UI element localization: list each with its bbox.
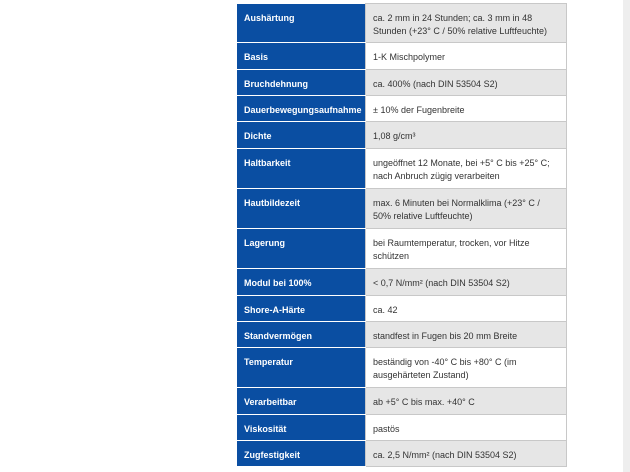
property-value: ± 10% der Fugenbreite bbox=[366, 96, 567, 122]
property-name: Verarbeitbar bbox=[237, 388, 366, 415]
property-name: Zugfestigkeit bbox=[237, 441, 366, 467]
property-value: ca. 2,5 N/mm² (nach DIN 53504 S2) bbox=[366, 441, 567, 467]
property-name: Basis bbox=[237, 43, 366, 70]
property-name: Modul bei 100% bbox=[237, 269, 366, 296]
technical-data-table bbox=[236, 3, 567, 467]
property-name: Aushärtung bbox=[237, 4, 366, 43]
page-scroll-edge bbox=[623, 0, 630, 472]
table-row bbox=[237, 43, 567, 70]
property-value: standfest in Fugen bis 20 mm Breite bbox=[366, 322, 567, 348]
property-value: ab +5° C bis max. +40° C bbox=[366, 388, 567, 415]
property-name: Bruchdehnung bbox=[237, 70, 366, 96]
property-name: Lagerung bbox=[237, 229, 366, 269]
table-row bbox=[237, 149, 567, 189]
table-row bbox=[237, 229, 567, 269]
property-value: ca. 42 bbox=[366, 296, 567, 322]
table-row bbox=[237, 269, 567, 296]
table-row bbox=[237, 4, 567, 43]
property-name: Dichte bbox=[237, 122, 366, 149]
property-value: 1,08 g/cm³ bbox=[366, 122, 567, 149]
table-row bbox=[237, 189, 567, 229]
property-name: Dauerbewegungsaufnahme bbox=[237, 96, 366, 122]
property-value: < 0,7 N/mm² (nach DIN 53504 S2) bbox=[366, 269, 567, 296]
property-name: Temperatur bbox=[237, 348, 366, 388]
property-name: Haltbarkeit bbox=[237, 149, 366, 189]
property-value: bei Raumtemperatur, trocken, vor Hitze schützen bbox=[366, 229, 567, 269]
property-value: 1-K Mischpolymer bbox=[366, 43, 567, 70]
table-row bbox=[237, 70, 567, 96]
table-row bbox=[237, 388, 567, 415]
property-value: pastös bbox=[366, 415, 567, 441]
property-name: Viskosität bbox=[237, 415, 366, 441]
table-row bbox=[237, 296, 567, 322]
property-name: Standvermögen bbox=[237, 322, 366, 348]
table-row bbox=[237, 415, 567, 441]
property-value: beständig von -40° C bis +80° C (im ausgehärteten Zustand) bbox=[366, 348, 567, 388]
property-name: Shore-A-Härte bbox=[237, 296, 366, 322]
property-value: ca. 400% (nach DIN 53504 S2) bbox=[366, 70, 567, 96]
table-row bbox=[237, 348, 567, 388]
table-row bbox=[237, 96, 567, 122]
table-row bbox=[237, 122, 567, 149]
property-value: max. 6 Minuten bei Normalklima (+23° C / 50% relative Luftfeuchte) bbox=[366, 189, 567, 229]
table-row bbox=[237, 322, 567, 348]
table-row bbox=[237, 441, 567, 467]
property-value: ca. 2 mm in 24 Stunden; ca. 3 mm in 48 Stunden (+23° C / 50% relative Luftfeuchte) bbox=[366, 4, 567, 43]
property-value: ungeöffnet 12 Monate, bei +5° C bis +25° C; nach Anbruch zügig verarbeiten bbox=[366, 149, 567, 189]
property-name: Hautbildezeit bbox=[237, 189, 366, 229]
